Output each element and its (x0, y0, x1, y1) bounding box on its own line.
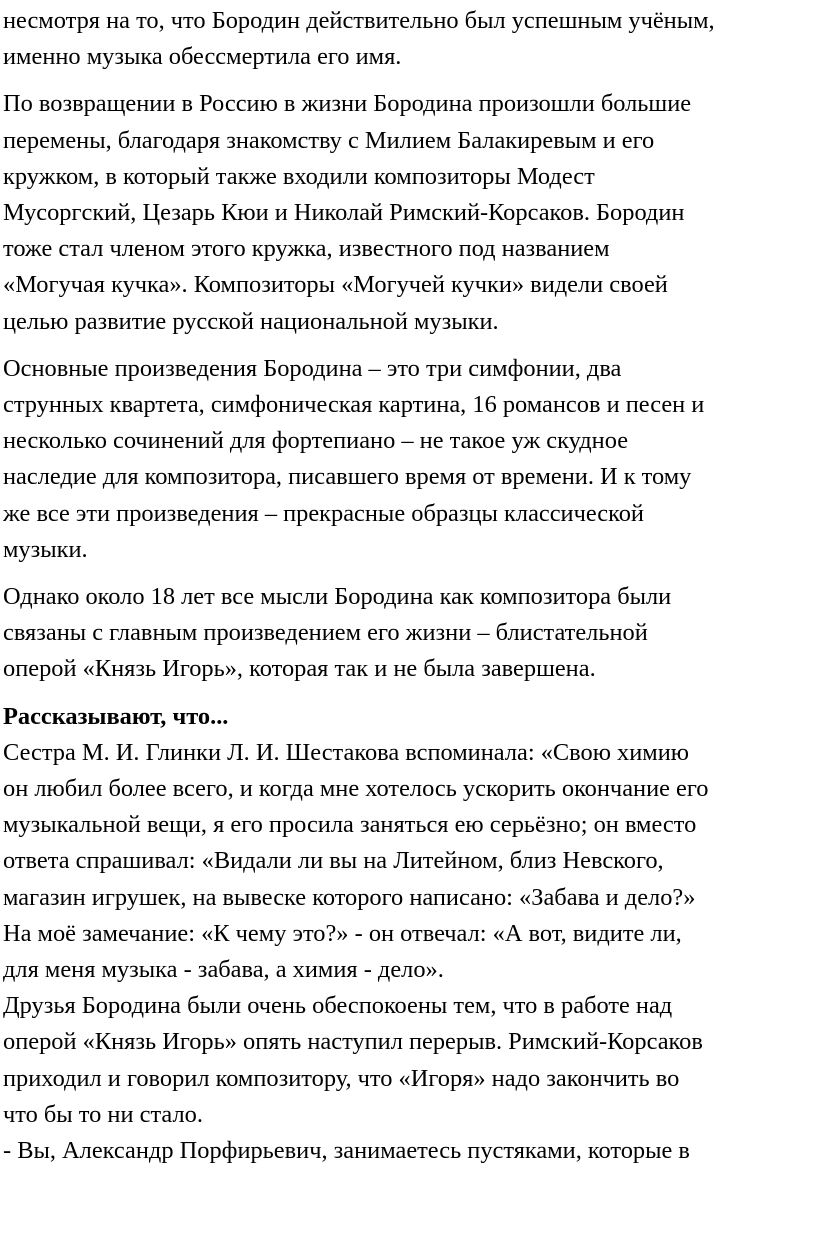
anecdote-paragraph-2: Друзья Бородина были очень обеспокоены тем, что в работе над оперой «Князь Игорь» опять наступил перерыв. Римский-Корсаков приходил и говорил композитору, что «Игоря» надо закончить во что бы то ни стало. (3, 992, 703, 1128)
paragraph-4: Однако около 18 лет все мысли Бородина как композитора были связаны с главным произведением его жизни – блистательной оперой «Князь Игорь», которая так и не была завершена. (3, 583, 672, 683)
paragraph-1: несмотря на то, что Бородин действительно был успешным учёным, именно музыка обессмертила его имя. (3, 7, 715, 71)
paragraph-3: Основные произведения Бородина – это три симфонии, два струнных квартета, симфоническая картина, 16 романсов и песен и несколько сочинений для фортепиано – не такое уж скудное наследие для композитора, писавшего время от времени. И к тому же все эти произведения – прекрасные образцы классической музыки. (3, 354, 705, 563)
paragraph-2: По возвращении в Россию в жизни Бородина произошли большие перемены, благодаря знакомству с Милием Балакиревым и его кружком, в который также входили композиторы Модест Мусоргский, Цезарь Кюи и Николай Римский-Корсаков. Бородин тоже стал членом этого кружка, известного под названием «Могучая кучка». Композиторы «Могучей кучки» видели своей целью развитие русской национальной музыки. (3, 90, 692, 335)
anecdote-paragraph-1: Сестра М. И. Глинки Л. И. Шестакова вспоминала: «Свою химию он любил более всего, и когда мне хотелось ускорить окончание его музыкальной вещи, я его просила заняться ею серьёзно; он вместо ответа спрашивал: «Видали ли вы на Литейном, близ Невского, магазин игрушек, на вывеске которого написано: «Забава и дело?» На моё замечание: «К чему это?» - он отвечал: «А вот, видите ли, для меня музыка - забава, а химия - дело». (3, 738, 709, 984)
section-heading: Рассказывают, что... (3, 702, 229, 730)
anecdote-paragraph-3: - Вы, Александр Порфирьевич, занимаетесь пустяками, которые в (3, 1137, 690, 1165)
